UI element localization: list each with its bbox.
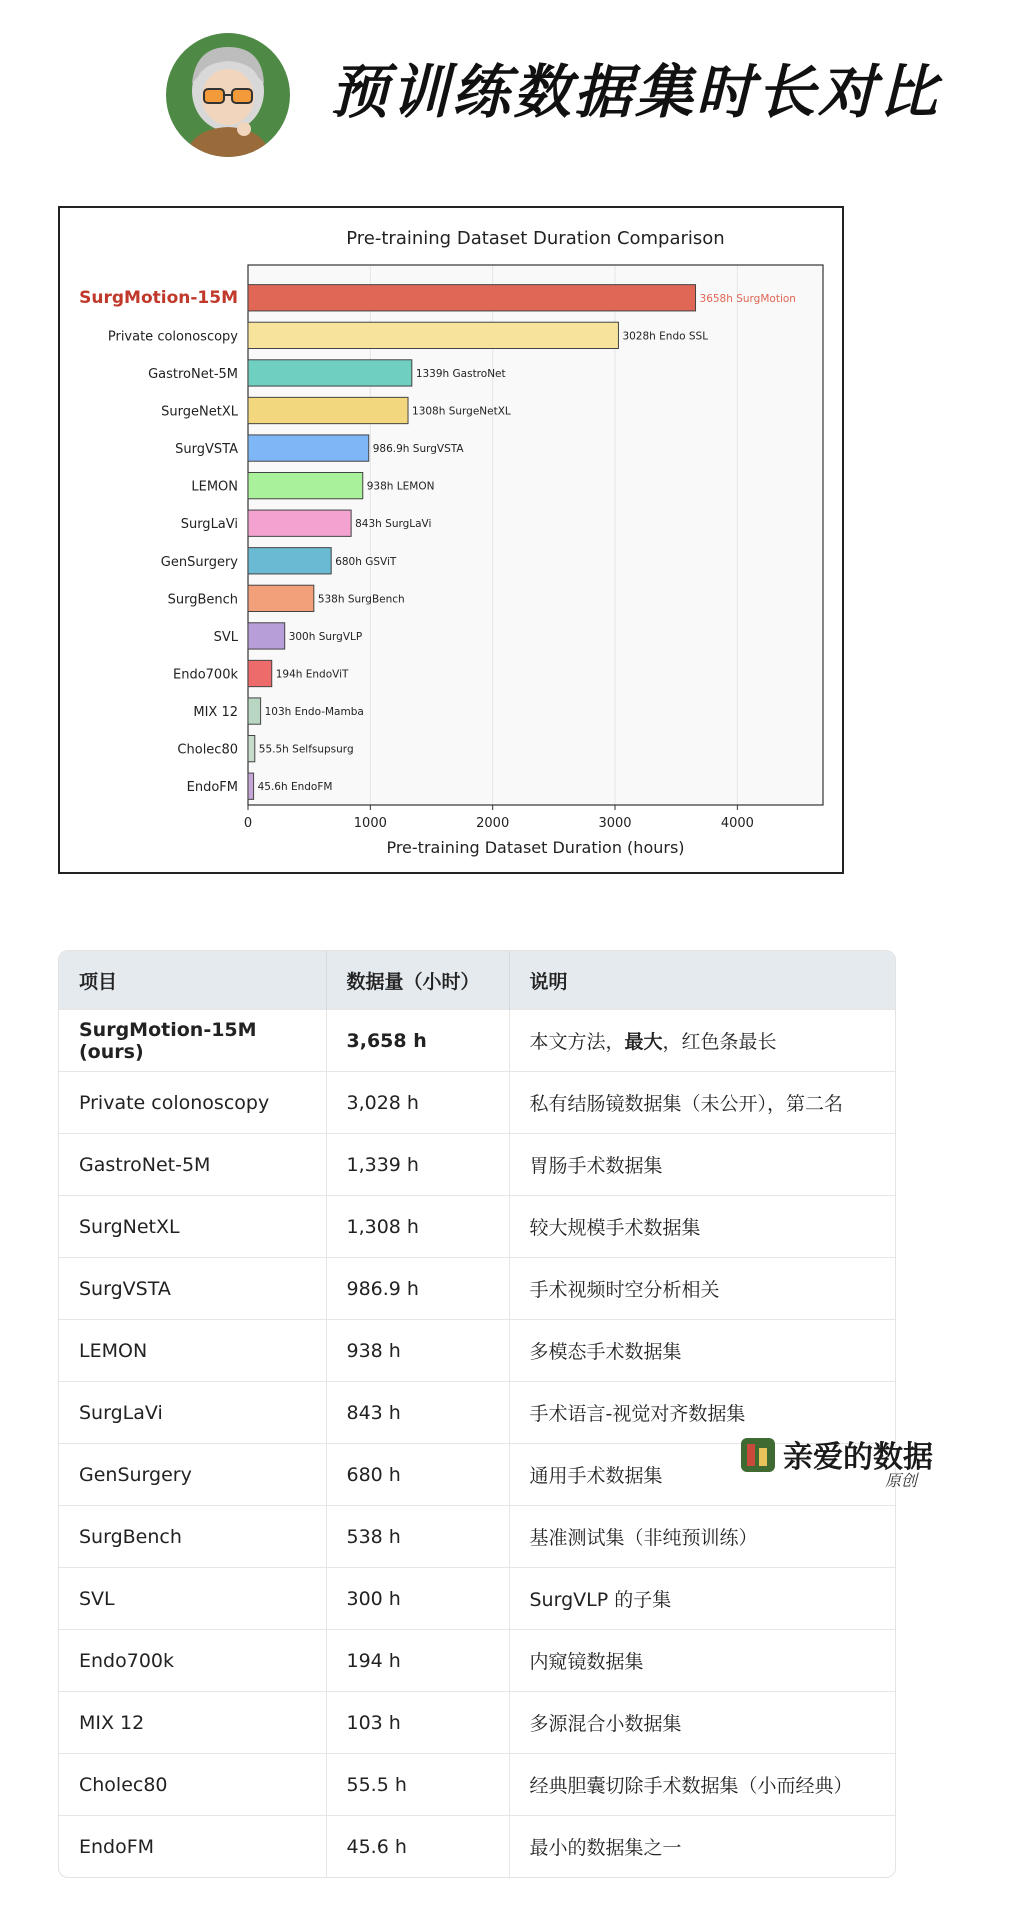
cell-amount: 538 h xyxy=(326,1506,509,1568)
data-label: 194h EndoViT xyxy=(275,668,349,681)
data-label: 986.9h SurgVSTA xyxy=(372,443,464,456)
watermark-text: 亲爱的数据 xyxy=(783,1440,933,1475)
bar xyxy=(248,472,363,498)
cell-description xyxy=(509,1258,895,1320)
description-part: 最大 xyxy=(624,1031,663,1053)
cell-amount: 938 h xyxy=(326,1320,509,1382)
column-header-description: 说明 xyxy=(509,951,895,1010)
bar xyxy=(248,698,261,724)
table-row xyxy=(59,1568,895,1630)
category-label: Endo700k xyxy=(173,667,238,683)
cell-item: LEMON xyxy=(59,1320,326,1382)
bar xyxy=(248,360,412,386)
description-part: 基准测试集（非纯预训练） xyxy=(529,1527,758,1549)
description-part: 私有结肠镜数据集（未公开），第二名 xyxy=(529,1093,844,1115)
bar xyxy=(248,435,369,461)
cell-item: SurgLaVi xyxy=(59,1382,326,1444)
cell-description xyxy=(509,1630,895,1692)
cell-amount: 3,658 h xyxy=(326,1010,509,1072)
cell-item: MIX 12 xyxy=(59,1692,326,1754)
table-row xyxy=(59,1320,895,1382)
cell-amount: 300 h xyxy=(326,1568,509,1630)
cell-description xyxy=(509,1568,895,1630)
duration-bar-chart xyxy=(60,208,846,876)
cell-item: Cholec80 xyxy=(59,1754,326,1816)
description-part: 胃肠手术数据集 xyxy=(529,1155,663,1177)
description-part: 最小的数据集之一 xyxy=(529,1837,682,1859)
cell-item: SurgVSTA xyxy=(59,1258,326,1320)
cell-item: Endo700k xyxy=(59,1630,326,1692)
table-row xyxy=(59,1134,895,1196)
bar xyxy=(248,548,331,574)
bar xyxy=(248,285,696,311)
column-header-item: 项目 xyxy=(59,951,326,1010)
data-label: 3658h SurgMotion xyxy=(699,292,796,305)
cell-description xyxy=(509,1134,895,1196)
cell-item: GastroNet-5M xyxy=(59,1134,326,1196)
bar xyxy=(248,735,255,761)
x-tick-label: 0 xyxy=(243,816,253,831)
category-label: GastroNet-5M xyxy=(148,366,238,382)
table-row xyxy=(59,1196,895,1258)
x-tick-label: 1000 xyxy=(353,816,387,831)
category-label: SurgVSTA xyxy=(175,442,238,458)
bar xyxy=(248,322,618,348)
cell-amount: 103 h xyxy=(326,1692,509,1754)
table-row xyxy=(59,1010,895,1072)
description-part: ，红色条最长 xyxy=(662,1031,777,1053)
cell-description xyxy=(509,1196,895,1258)
data-label: 55.5h Selfsupsurg xyxy=(258,743,354,756)
watermark-sub: 原创 xyxy=(884,1471,917,1490)
cell-item: SurgBench xyxy=(59,1506,326,1568)
data-label: 103h Endo-Mamba xyxy=(264,706,364,719)
description-part: 内窥镜数据集 xyxy=(529,1651,644,1673)
table-row xyxy=(59,1754,895,1816)
description-part: SurgVLP 的子集 xyxy=(529,1589,672,1611)
cell-description xyxy=(509,1816,895,1878)
category-label: LEMON xyxy=(191,479,238,495)
table-header-row xyxy=(59,951,895,1010)
bar xyxy=(248,585,314,611)
cell-description xyxy=(509,1692,895,1754)
cell-amount: 3,028 h xyxy=(326,1072,509,1134)
category-label: SurgeNetXL xyxy=(161,404,238,420)
description-part: 本文方法， xyxy=(529,1031,625,1053)
description-part: 多源混合小数据集 xyxy=(529,1713,682,1735)
cell-description xyxy=(509,1506,895,1568)
x-tick-label: 4000 xyxy=(720,816,754,831)
cell-amount: 1,339 h xyxy=(326,1134,509,1196)
data-label: 938h LEMON xyxy=(366,480,435,493)
table-row xyxy=(59,1816,895,1878)
watermark-logo-icon xyxy=(741,1438,775,1472)
cell-item: SurgNetXL xyxy=(59,1196,326,1258)
description-part: 通用手术数据集 xyxy=(529,1465,663,1487)
category-label: EndoFM xyxy=(186,780,238,796)
cell-amount: 45.6 h xyxy=(326,1816,509,1878)
cell-description xyxy=(509,1010,895,1072)
cell-description xyxy=(509,1072,895,1134)
category-label: SurgLaVi xyxy=(180,517,238,533)
cell-description xyxy=(509,1320,895,1382)
table-row xyxy=(59,1506,895,1568)
cell-amount: 1,308 h xyxy=(326,1196,509,1258)
cell-amount: 680 h xyxy=(326,1444,509,1506)
table-row xyxy=(59,1072,895,1134)
data-label: 843h SurgLaVi xyxy=(355,518,432,531)
cell-item: Private colonoscopy xyxy=(59,1072,326,1134)
watermark xyxy=(741,1432,931,1488)
x-tick-label: 2000 xyxy=(476,816,510,831)
description-part: 较大规模手术数据集 xyxy=(529,1217,701,1239)
bar xyxy=(248,510,351,536)
column-header-amount: 数据量（小时） xyxy=(326,951,509,1010)
cell-amount: 194 h xyxy=(326,1630,509,1692)
category-label: Private colonoscopy xyxy=(107,329,238,345)
bar xyxy=(248,623,285,649)
category-label: MIX 12 xyxy=(193,705,238,721)
category-label: SurgBench xyxy=(167,592,238,608)
bar xyxy=(248,773,254,799)
bar xyxy=(248,660,272,686)
chart-panel xyxy=(58,206,844,874)
table-row xyxy=(59,1692,895,1754)
table-row xyxy=(59,1630,895,1692)
page-title: 预训练数据集时长对比 xyxy=(330,58,941,126)
data-label: 538h SurgBench xyxy=(317,593,405,606)
data-label: 45.6h EndoFM xyxy=(257,781,333,794)
table-row xyxy=(59,1258,895,1320)
chart-title: Pre-training Dataset Duration Comparison xyxy=(346,228,725,249)
cell-description xyxy=(509,1754,895,1816)
category-label: Cholec80 xyxy=(177,742,238,758)
x-tick-label: 3000 xyxy=(598,816,632,831)
cell-item: SurgMotion-15M (ours) xyxy=(59,1010,326,1072)
description-part: 多模态手术数据集 xyxy=(529,1341,682,1363)
description-part: 手术视频时空分析相关 xyxy=(529,1279,720,1301)
avatar-portrait-icon xyxy=(166,33,290,157)
x-axis-label: Pre-training Dataset Duration (hours) xyxy=(386,838,685,857)
cell-amount: 986.9 h xyxy=(326,1258,509,1320)
cell-item: EndoFM xyxy=(59,1816,326,1878)
cell-amount: 55.5 h xyxy=(326,1754,509,1816)
dataset-table xyxy=(58,950,896,1878)
category-label: GenSurgery xyxy=(160,554,238,570)
data-label: 680h GSViT xyxy=(335,555,397,568)
data-label: 3028h Endo SSL xyxy=(622,330,709,343)
category-label: SurgMotion-15M xyxy=(79,287,238,308)
description-part: 手术语言-视觉对齐数据集 xyxy=(529,1403,746,1425)
category-label: SVL xyxy=(213,629,238,645)
data-label: 1339h GastroNet xyxy=(415,367,506,380)
description-part: 经典胆囊切除手术数据集（小而经典） xyxy=(529,1775,853,1797)
bar xyxy=(248,397,408,423)
cell-item: SVL xyxy=(59,1568,326,1630)
cell-amount: 843 h xyxy=(326,1382,509,1444)
data-label: 1308h SurgeNetXL xyxy=(412,405,511,418)
data-label: 300h SurgVLP xyxy=(288,630,363,643)
cell-item: GenSurgery xyxy=(59,1444,326,1506)
